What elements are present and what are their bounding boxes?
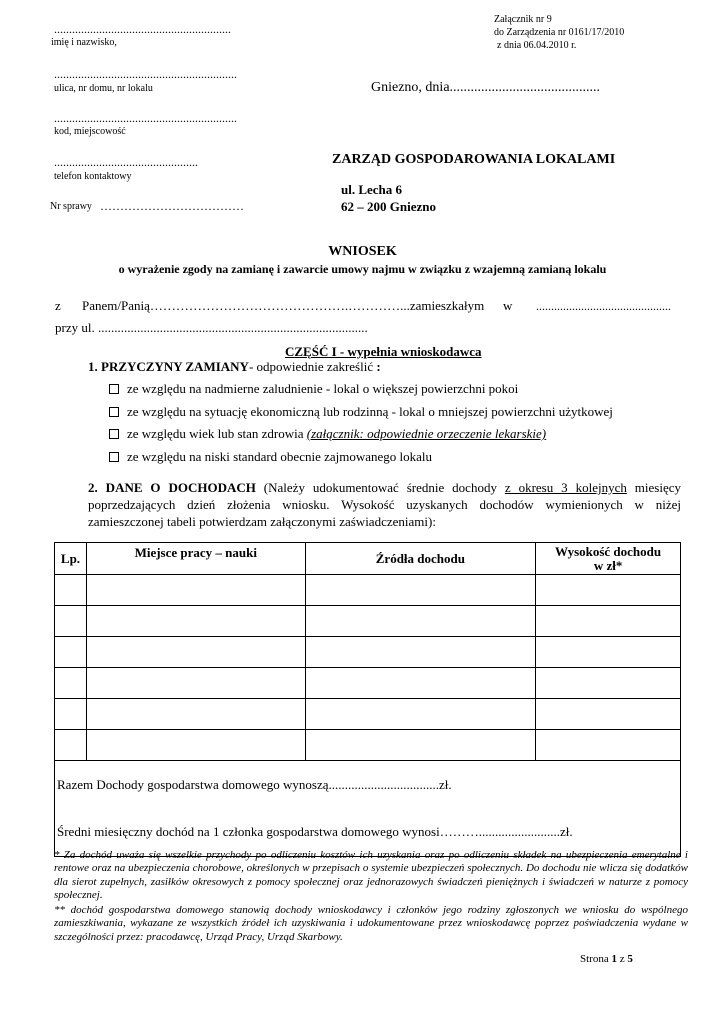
header-income-amount bbox=[536, 543, 681, 575]
cell[interactable] bbox=[55, 730, 87, 761]
case-number-label: Nr sprawy bbox=[50, 201, 92, 212]
checkbox[interactable] bbox=[109, 429, 119, 439]
page-current: 1 bbox=[611, 953, 617, 965]
section2-title: 2. DANE O DOCHODACH bbox=[88, 480, 256, 495]
option-label: ze względu wiek lub stan zdrowia bbox=[127, 426, 307, 441]
cell[interactable] bbox=[536, 730, 681, 761]
cell[interactable] bbox=[305, 575, 536, 606]
cell[interactable] bbox=[86, 606, 305, 637]
name-field[interactable]: ........................................................... bbox=[54, 22, 231, 36]
checkbox[interactable] bbox=[109, 384, 119, 394]
total-income-cell[interactable] bbox=[55, 761, 681, 822]
cell[interactable] bbox=[305, 637, 536, 668]
cell[interactable] bbox=[536, 668, 681, 699]
cell[interactable] bbox=[86, 668, 305, 699]
option-low-standard[interactable] bbox=[109, 449, 432, 465]
street-field[interactable]: ............................................................. bbox=[54, 67, 237, 81]
header-amount-line1: Wysokość dochodu bbox=[555, 543, 662, 559]
cell[interactable] bbox=[55, 606, 87, 637]
option-label: ze względu na niski standard obecnie zajmowanego lokalu bbox=[127, 449, 433, 464]
average-income-text: Średni miesięczny dochód na 1 członka gospodarstwa domowego wynosi……….........................zł. bbox=[57, 823, 573, 839]
party-location-field[interactable]: ............................................. bbox=[536, 299, 671, 313]
street-label: ulica, nr domu, nr lokalu bbox=[54, 83, 153, 94]
section1-heading bbox=[88, 359, 381, 375]
table-row bbox=[55, 668, 681, 699]
header-lp: Lp. bbox=[55, 543, 87, 575]
attachment-number: Załącznik nr 9 bbox=[494, 14, 552, 25]
cell[interactable] bbox=[86, 637, 305, 668]
page-prefix: Strona bbox=[580, 953, 612, 965]
document-title: WNIOSEK bbox=[328, 244, 397, 259]
income-table bbox=[54, 542, 681, 857]
recipient-name: ZARZĄD GOSPODAROWANIA LOKALAMI bbox=[332, 152, 616, 167]
cell[interactable] bbox=[536, 606, 681, 637]
party-line[interactable]: Panem/Panią……………………………………….…………...zamieszkałym bbox=[82, 298, 485, 313]
total-row bbox=[55, 761, 681, 822]
total-income-text: Razem Dochody gospodarstwa domowego wynoszą..................................zł. bbox=[57, 777, 452, 792]
page-middle: z bbox=[616, 953, 628, 965]
cell[interactable] bbox=[536, 637, 681, 668]
case-number-field[interactable]: ……………………………… bbox=[100, 199, 244, 213]
section1-instruction: - odpowiednie zakreślić bbox=[248, 359, 374, 374]
section2-text-rest: miesięcy poprzedzających dzień złożenia wniosku. Wysokość uzyskanych dochodów wymienionych w niżej zamieszczonej tabeli potwierdzam załączonymi zaświadczeniami): bbox=[88, 480, 681, 529]
section1-title: 1. PRZYCZYNY ZAMIANY bbox=[88, 359, 249, 374]
cell[interactable] bbox=[86, 730, 305, 761]
option-label: ze względu na nadmierne zaludnienie - lokal o większej powierzchni pokoi bbox=[127, 381, 519, 396]
checkbox[interactable] bbox=[109, 407, 119, 417]
header-amount-line2: w zł* bbox=[593, 557, 623, 573]
cell[interactable] bbox=[305, 606, 536, 637]
table-row bbox=[55, 637, 681, 668]
header-workplace: Miejsce pracy – nauki bbox=[86, 543, 305, 575]
phone-label: telefon kontaktowy bbox=[54, 171, 132, 182]
cell[interactable] bbox=[86, 575, 305, 606]
document-subtitle: o wyrażenie zgody na zamianę i zawarcie umowy najmu w związku z wzajemną zamianą lokalu bbox=[118, 262, 607, 276]
zip-field[interactable]: ............................................................. bbox=[54, 111, 237, 125]
checkbox[interactable] bbox=[109, 452, 119, 462]
table-row bbox=[55, 606, 681, 637]
cell[interactable] bbox=[86, 699, 305, 730]
table-row bbox=[55, 575, 681, 606]
section2-paragraph bbox=[88, 479, 681, 530]
cell[interactable] bbox=[536, 699, 681, 730]
table-header-row bbox=[55, 543, 681, 575]
table-row bbox=[55, 730, 681, 761]
date-line[interactable]: Gniezno, dnia........................................... bbox=[371, 80, 601, 95]
option-health[interactable] bbox=[109, 426, 546, 442]
cell[interactable] bbox=[55, 575, 87, 606]
cell[interactable] bbox=[55, 699, 87, 730]
cell[interactable] bbox=[305, 668, 536, 699]
ordinance-date: z dnia 06.04.2010 r. bbox=[497, 40, 577, 51]
option-overcrowding[interactable] bbox=[109, 381, 518, 397]
part1-heading: CZĘŚĆ I - wypełnia wnioskodawca bbox=[285, 344, 482, 359]
section2-text: (Należy udokumentować średnie dochody bbox=[255, 480, 505, 495]
option-note: (załącznik: odpowiednie orzeczenie lekarskie) bbox=[306, 426, 547, 441]
cell[interactable] bbox=[536, 575, 681, 606]
party-z: z bbox=[55, 298, 61, 313]
address-line[interactable]: przy ul. ................................................................................... bbox=[55, 320, 368, 335]
header-income-source: Źródła dochodu bbox=[305, 543, 536, 575]
option-label: ze względu na sytuację ekonomiczną lub rodzinną - lokal o mniejszej powierzchni użytkowej bbox=[127, 404, 613, 419]
cell[interactable] bbox=[305, 699, 536, 730]
page-total: 5 bbox=[627, 953, 633, 965]
phone-field[interactable]: ................................................ bbox=[54, 155, 198, 169]
cell[interactable] bbox=[305, 730, 536, 761]
recipient-city: 62 – 200 Gniezno bbox=[341, 199, 436, 214]
table-row bbox=[55, 699, 681, 730]
footnote-household-income: ** dochód gospodarstwa domowego stanowią dochody wnioskodawcy i członków jego rodziny zgłoszonych we wniosku do wspólnego zamieszkiwania, wykazane ze wszystkich źródeł ich uzyskiwania i udokumentowane przez wnioskodawcę poprzez poświadczenia wydane w szczególności przez: pracodawcę, Urząd Pracy, Urząd Skarbowy. bbox=[54, 904, 688, 943]
cell[interactable] bbox=[55, 668, 87, 699]
section2-period: z okresu 3 kolejnych bbox=[504, 480, 627, 495]
zip-label: kod, miejscowość bbox=[54, 126, 126, 137]
footnote-income-definition: * Za dochód uważa się wszelkie przychody po odliczeniu kosztów ich uzyskania oraz po odliczeniu składek na ubezpieczenia emerytalne i rentowe oraz na ubezpieczenia chorobowe, określonych w przepisach o systemie ubezpieczeń społecznych. Do dochodu nie wlicza się dodatków dla sierot zupełnych, zasiłków okresowych z pomocy społecznej oraz jednorazowych świadczeń pieniężnych i świadczeń w naturze z pomocy społecznej. bbox=[54, 849, 688, 902]
ordinance-number: do Zarządzenia nr 0161/17/2010 bbox=[494, 27, 625, 38]
section1-colon: : bbox=[373, 359, 381, 374]
cell[interactable] bbox=[55, 637, 87, 668]
party-w: w bbox=[503, 298, 513, 313]
page-number bbox=[580, 953, 633, 965]
option-economic[interactable] bbox=[109, 404, 613, 420]
recipient-street: ul. Lecha 6 bbox=[341, 182, 403, 197]
name-label: imię i nazwisko, bbox=[51, 37, 117, 48]
